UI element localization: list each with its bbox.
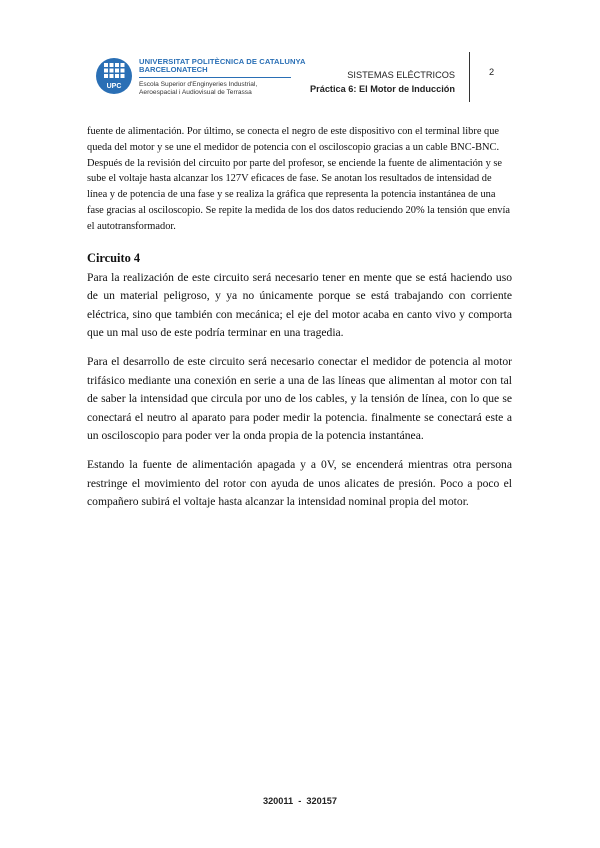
paragraph-1: Para la realización de este circuito será necesario tener en mente que se está haciendo uso de un material peligroso, y ya no únicamente porque se está trabajando con corriente eléctrica, sino que también con mecánica; el eje del motor acaba en canto vivo y comporta que un mal uso de este podría terminar en una tragedia. bbox=[87, 270, 512, 340]
header-divider bbox=[469, 52, 470, 102]
svg-text:UPC: UPC bbox=[106, 83, 122, 90]
course-info bbox=[310, 68, 455, 96]
page-number: 2 bbox=[489, 67, 495, 77]
document-body bbox=[87, 124, 512, 522]
university-block bbox=[139, 57, 306, 97]
paragraph-3: Estando la fuente de alimentación apagada y a 0V, se encenderá mientras otra persona restringe el movimiento del rotor con ayuda de unos alicates de presión. Poco a poco el compañero subirá el voltaje hasta alcanzar la intensidad nominal propia del motor. bbox=[87, 457, 512, 509]
page-footer: 320011 - 320157 bbox=[262, 796, 338, 806]
page-header bbox=[0, 0, 600, 120]
university-subtitle: BARCELONATECH bbox=[139, 65, 208, 74]
university-divider bbox=[139, 77, 291, 78]
paragraph-2: Para el desarrollo de este circuito será necesario conectar el medidor de potencia al motor trifásico mediante una conexión en serie a una de las líneas que alimentan al motor con tal de saber la intensidad que circula por uno de los cables, y la tensión de línea, con lo que se conectará el neutro al aparato para poder medir la potencia. finalmente se conectará este a un osciloscopio para poder ver la onda propia de la potencia instantánea. bbox=[87, 354, 512, 443]
university-name: UNIVERSITAT POLITÈCNICA DE CATALUNYA bbox=[139, 57, 306, 66]
practice-title: Práctica 6: El Motor de Inducción bbox=[310, 84, 455, 94]
school-name-line2: Aeroespacial i Audiovisual de Terrassa bbox=[139, 89, 252, 96]
section-heading: Circuito 4 bbox=[87, 250, 141, 265]
school-name-line1: Escola Superior d'Enginyeries Industrial, bbox=[139, 81, 258, 88]
course-title: SISTEMAS ELÉCTRICOS bbox=[347, 70, 455, 80]
upc-logo bbox=[96, 57, 132, 95]
intro-paragraph: fuente de alimentación. Por último, se conecta el negro de este dispositivo con el terminal libre que queda del motor y se une el medidor de potencia con el osciloscopio gracias a un cable BNC-BNC. Después de la revisión del circuito por parte del profesor, se enciende la fuente de alimentación y se sube el voltaje hasta alcanzar los 127V eficaces de fase. Se anotan los resultados de intensidad de línea y de potencia de una fase y se realiza la gráfica que representa la potencia instantánea de una fase gracias al osciloscopio. Se repite la medida de los dos datos reduciendo 20% la tensión que envía el autotransformador. bbox=[87, 126, 511, 232]
